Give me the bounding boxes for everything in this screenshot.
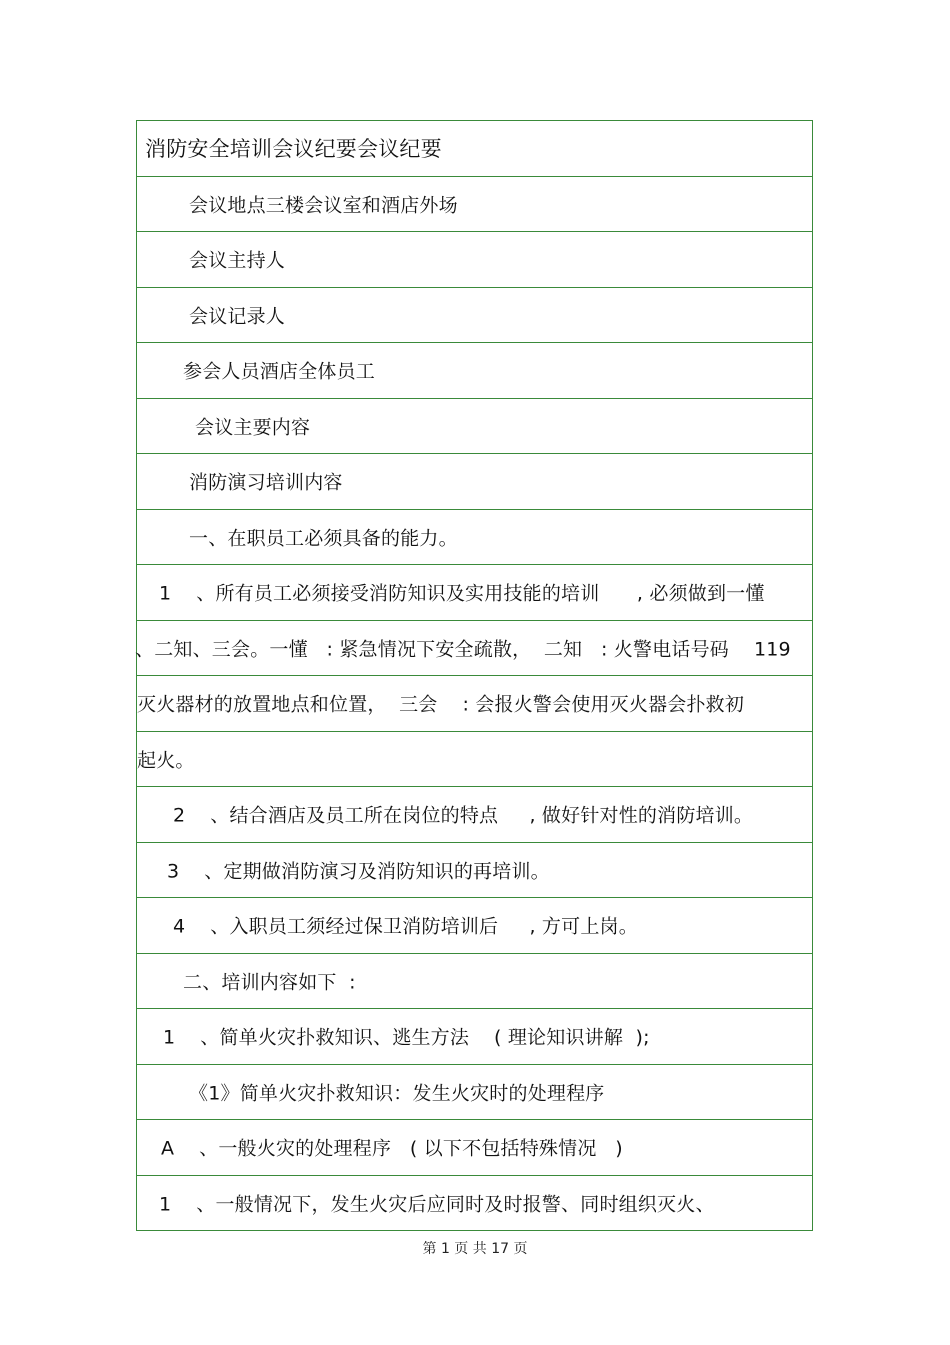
table-row bbox=[137, 232, 812, 288]
table-row bbox=[137, 288, 812, 344]
table-row bbox=[137, 1065, 812, 1121]
table-row bbox=[137, 1176, 812, 1232]
table-row bbox=[137, 732, 812, 788]
table-row bbox=[137, 565, 812, 621]
row-text: 参会人员酒店全体员工 bbox=[183, 360, 376, 383]
table-row bbox=[137, 1120, 812, 1176]
row-text: 1 、简单火灾扑救知识、逃生方法 ( 理论知识讲解 ); bbox=[163, 1026, 650, 1049]
table-row bbox=[137, 454, 812, 510]
row-text: 消防演习培训内容 bbox=[189, 471, 343, 494]
table-row bbox=[137, 510, 812, 566]
table-row bbox=[137, 621, 812, 677]
row-text: 会议主要内容 bbox=[195, 416, 311, 439]
row-text: 一、在职员工必须具备的能力。 bbox=[189, 527, 458, 550]
table-row bbox=[137, 787, 812, 843]
row-text: 1 、所有员工必须接受消防知识及实用技能的培训 , 必须做到一懂 bbox=[159, 582, 765, 605]
row-text: 起火。 bbox=[137, 749, 195, 772]
table-row bbox=[137, 676, 812, 732]
table-row bbox=[137, 954, 812, 1010]
row-text: 会议记录人 bbox=[189, 305, 286, 328]
page-number-footer: 第 1 页 共 17 页 bbox=[422, 1241, 528, 1257]
row-text: 1 、一般情况下，发生火灾后应同时及时报警、同时组织灭火、 bbox=[159, 1193, 715, 1216]
table-row bbox=[137, 177, 812, 233]
table-row bbox=[137, 343, 812, 399]
table-row bbox=[137, 121, 812, 177]
table-row bbox=[137, 399, 812, 455]
document-title: 消防安全培训会议纪要会议纪要 bbox=[145, 137, 442, 162]
document-table bbox=[136, 120, 813, 1231]
row-text: 二、培训内容如下 : bbox=[183, 971, 356, 994]
table-row bbox=[137, 898, 812, 954]
row-text: A 、一般火灾的处理程序 ( 以下不包括特殊情况 ) bbox=[161, 1137, 623, 1160]
row-text: 、二知、三会。一懂 : 紧急情况下安全疏散， 二知 : 火警电话号码 119 bbox=[135, 638, 791, 661]
table-row bbox=[137, 843, 812, 899]
row-text: 灭火器材的放置地点和位置， 三会 : 会报火警会使用灭火器会扑救初 bbox=[137, 693, 745, 716]
row-text: 4 、入职员工须经过保卫消防培训后 , 方可上岗。 bbox=[173, 915, 638, 938]
row-text: 2 、结合酒店及员工所在岗位的特点 , 做好针对性的消防培训。 bbox=[173, 804, 754, 827]
table-row bbox=[137, 1009, 812, 1065]
row-text: 会议地点三楼会议室和酒店外场 bbox=[189, 194, 458, 217]
row-text: 会议主持人 bbox=[189, 249, 286, 272]
row-text: 《1》简单火灾扑救知识：发生火灾时的处理程序 bbox=[189, 1082, 605, 1105]
row-text: 3 、定期做消防演习及消防知识的再培训。 bbox=[167, 860, 550, 883]
